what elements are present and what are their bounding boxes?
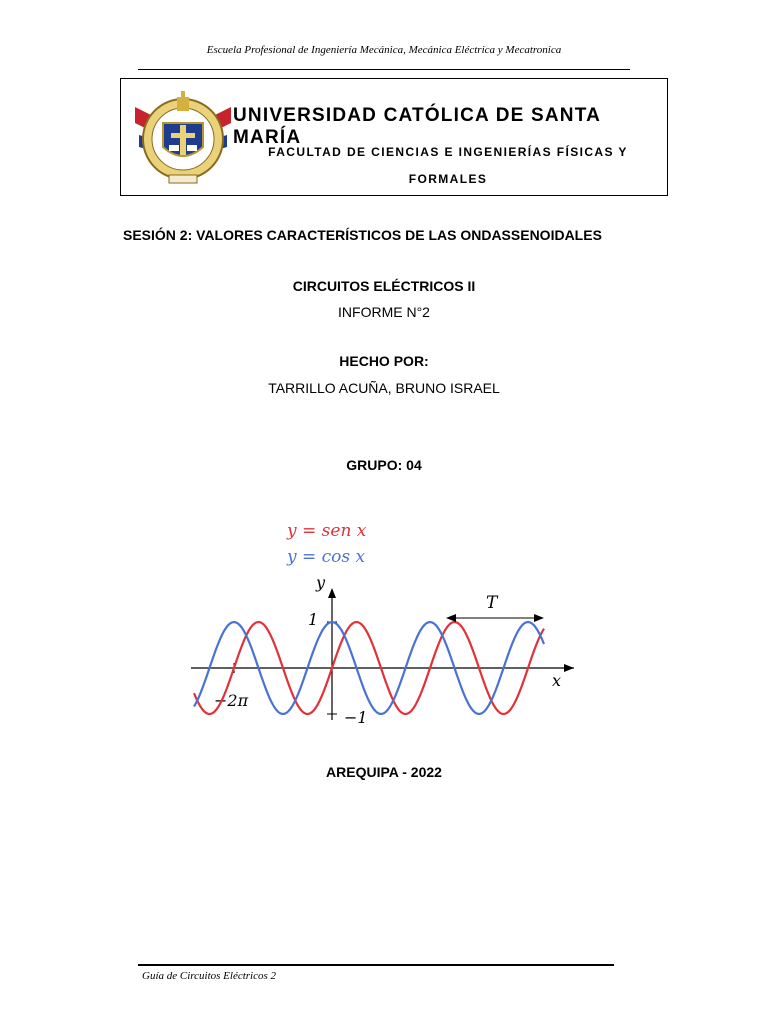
period-arrow-right xyxy=(534,614,544,622)
session-title: SESIÓN 2: VALORES CARACTERÍSTICOS DE LAS ONDASSENOIDALES xyxy=(123,227,602,243)
y-axis-arrow xyxy=(328,588,336,598)
made-by-label: HECHO POR: xyxy=(339,353,429,369)
legend-sin: y = sen x xyxy=(287,521,367,541)
university-name: UNIVERSIDAD CATÓLICA DE SANTA MARÍA xyxy=(233,105,601,148)
sine-cosine-graph xyxy=(186,510,586,735)
university-banner xyxy=(120,78,668,196)
y-axis-label: y xyxy=(316,573,326,592)
footer-rule xyxy=(138,964,614,966)
period-arrow-left xyxy=(446,614,456,622)
footer-text: Guía de Circuitos Eléctricos 2 xyxy=(142,970,277,982)
period-label: T xyxy=(486,593,498,613)
header-rule xyxy=(138,69,630,70)
legend-cos: y = cos x xyxy=(287,547,366,567)
place-year: AREQUIPA - 2022 xyxy=(326,764,442,780)
faculty-line-1: FACULTAD DE CIENCIAS E INGENIERÍAS FÍSICAS Y xyxy=(268,145,628,159)
y-max-label: 1 xyxy=(308,610,319,629)
x-axis-arrow xyxy=(564,664,574,672)
y-min-label: −1 xyxy=(344,708,368,727)
faculty-line-2: FORMALES xyxy=(408,172,488,186)
x-axis-label: x xyxy=(552,671,562,690)
group-label: GRUPO: 04 xyxy=(346,457,422,473)
report-number: INFORME N°2 xyxy=(338,304,430,320)
running-header: Escuela Profesional de Ingeniería Mecánica, Mecánica Eléctrica y Mecatronica xyxy=(206,44,562,56)
course-title: CIRCUITOS ELÉCTRICOS II xyxy=(292,278,476,294)
university-crest-logo xyxy=(133,87,233,187)
x-mark-label: −2π xyxy=(214,691,249,710)
author-name: TARRILLO ACUÑA, BRUNO ISRAEL xyxy=(268,380,500,396)
